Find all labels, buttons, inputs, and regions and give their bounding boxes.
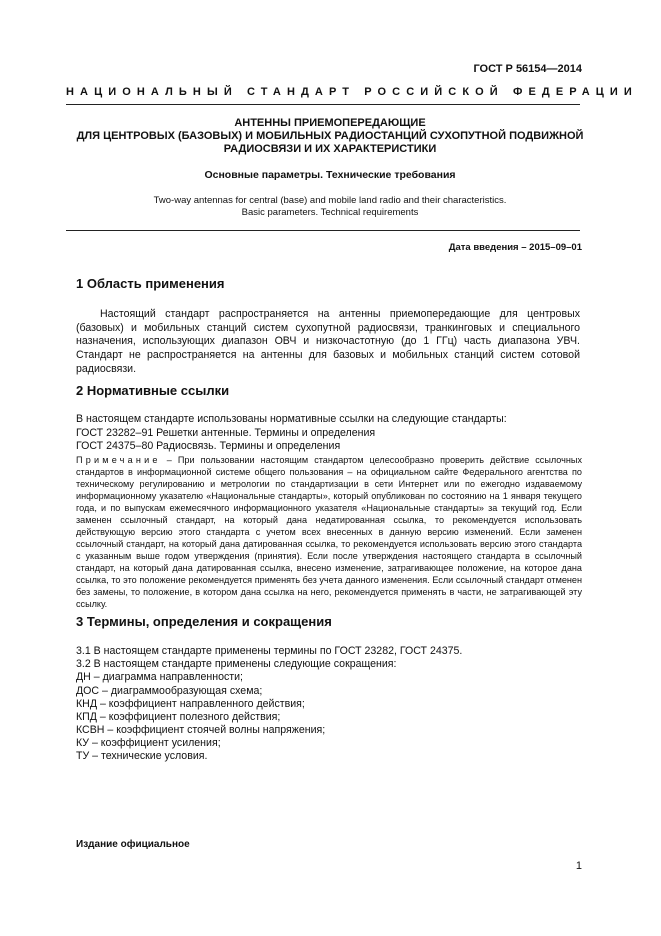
abbreviation-item: КНД – коэффициент направленного действия; (76, 698, 305, 710)
header-divider (66, 104, 580, 105)
title-divider (66, 230, 580, 231)
title-line-1: АНТЕННЫ ПРИЕМОПЕРЕДАЮЩИЕ (234, 117, 426, 129)
section-2-heading: 2 Нормативные ссылки (76, 383, 230, 398)
gost-number: ГОСТ Р 56154—2014 (473, 63, 582, 75)
section-3-heading: 3 Термины, определения и сокращения (76, 614, 332, 629)
note-label: Примечание (76, 455, 161, 465)
document-subtitle: Основные параметры. Технические требования (204, 169, 456, 181)
note-text: – При пользовании настоящим стандартом целесообразно проверить действие ссылочных стандартов в информационной системе общего пользования – на официальном сайте Федерального агентства по техническому регулированию и метрологии по стандартизации в сети Интернет или по ежегодно издаваемому информационному указателю «Национальные стандарты», который опубликован по состоянию на 1 января текущего года, и по выпускам ежемесячного информационного указателя «Национальные стандарты» за текущий год. Если заменен ссылочный стандарт, на который дана недатированная ссылка, то рекомендуется использовать действующую версию этого стандарта с учетом всех внесенных в данную версию изменений. Если заменен ссылочный стандарт, на который дана датированная ссылка, то рекомендуется использовать версию этого стандарта с указанным выше годом утверждения (принятия). Если после утверждения настоящего стандарта в ссылочный стандарт, на который дана датированная ссылка, внесено изменение, затрагивающее положение, на которое дана ссылка, то это положение рекомендуется применять без учета данного изменения. Если ссылочный стандарт отменен без замены, то положение, в котором дана ссылка на него, рекомендуется применять в части, не затрагивающей эту ссылку. (76, 455, 582, 609)
paragraph-3-1: 3.1 В настоящем стандарте применены термины по ГОСТ 23282, ГОСТ 24375. (76, 645, 463, 657)
paragraph-3-2: 3.2 В настоящем стандарте применены следующие сокращения: (76, 658, 397, 670)
abbreviation-item: КПД – коэффициент полезного действия; (76, 711, 281, 723)
title-line-2: ДЛЯ ЦЕНТРОВЫХ (БАЗОВЫХ) И МОБИЛЬНЫХ РАДИОСТАНЦИЙ СУХОПУТНОЙ ПОДВИЖНОЙ (76, 130, 584, 142)
english-title-line-1: Two-way antennas for central (base) and mobile land radio and their characteristics. (153, 195, 507, 206)
english-title-line-2: Basic parameters. Technical requirements (241, 207, 419, 218)
abbreviation-item: ДН – диаграмма направленности; (76, 671, 243, 683)
abbreviation-item: КСВН – коэффициент стоячей волны напряжения; (76, 724, 326, 736)
official-edition-label: Издание официальное (76, 839, 190, 850)
section-1-heading: 1 Область применения (76, 276, 225, 291)
introduction-date: Дата введения – 2015–09–01 (448, 242, 582, 253)
section-2-note (76, 454, 582, 610)
reference-gost-23282: ГОСТ 23282–91 Решетки антенные. Термины и определения (76, 427, 376, 439)
abbreviation-item: ТУ – технические условия. (76, 750, 208, 762)
abbreviation-item: ДОС – диаграммообразующая схема; (76, 685, 263, 697)
page-number: 1 (575, 860, 582, 872)
national-standard-banner: НАЦИОНАЛЬНЫЙ СТАНДАРТ РОССИЙСКОЙ ФЕДЕРАЦИИ (66, 86, 638, 98)
reference-gost-24375: ГОСТ 24375–80 Радиосвязь. Термины и определения (76, 440, 341, 452)
section-2-intro: В настоящем стандарте использованы нормативные ссылки на следующие стандарты: (76, 413, 507, 425)
title-line-3: РАДИОСВЯЗИ И ИХ ХАРАКТЕРИСТИКИ (223, 143, 437, 155)
abbreviation-item: КУ – коэффициент усиления; (76, 737, 221, 749)
section-1-text: Настоящий стандарт распространяется на антенны приемопередающие для центровых (базовых) и мобильных станций систем сухопутной радиосвязи, транкинговых и специального назначения, использующих диапазон ОВЧ и низкочастотную (до 1 ГГц) часть диапазона УВЧ. Стандарт не распространяется на антенны для базовых и мобильных станций систем сотовой радиосвязи. (76, 308, 580, 375)
